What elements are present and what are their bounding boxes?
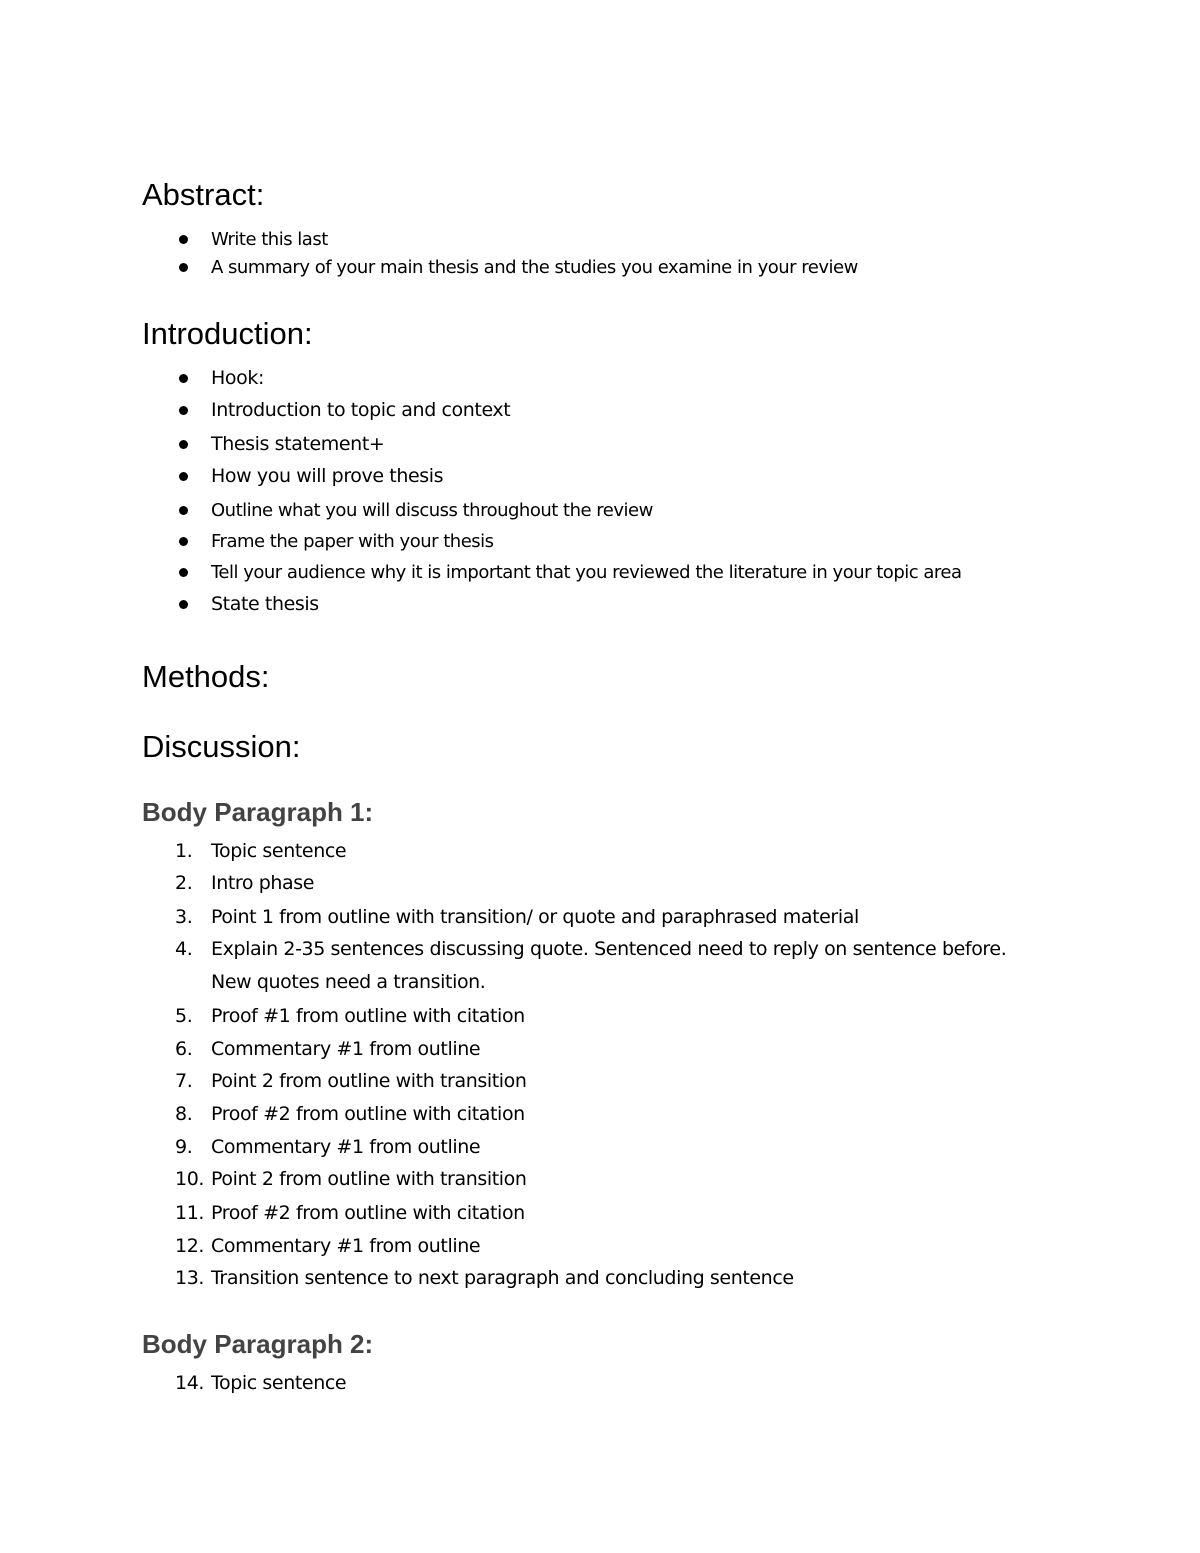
introduction-heading: Introduction: — [142, 316, 313, 351]
list-item — [175, 1002, 525, 1030]
list-item-text: Tell your audience why it is important that you reviewed the literature in your topic area — [211, 561, 962, 583]
list-item-text: Proof #2 from outline with citation — [211, 1202, 525, 1224]
bullet-icon — [179, 374, 188, 383]
list-item — [175, 935, 1006, 963]
list-item-text: Intro phase — [211, 872, 315, 894]
list-number: 10. — [175, 1168, 205, 1190]
list-item — [175, 462, 443, 490]
list-item — [175, 496, 653, 524]
list-item-text: Commentary #1 from outline — [211, 1038, 481, 1060]
list-item — [175, 430, 384, 458]
list-number: 2. — [175, 872, 193, 894]
list-item — [175, 225, 328, 253]
list-item-text: Point 2 from outline with transition — [211, 1070, 527, 1092]
list-number: 4. — [175, 938, 193, 960]
bullet-icon — [179, 235, 188, 244]
list-item — [175, 1264, 794, 1292]
list-number: 11. — [175, 1202, 205, 1224]
list-item-text: Hook: — [211, 367, 264, 389]
methods-heading: Methods: — [142, 659, 270, 694]
list-item-text: Outline what you will discuss throughout the review — [211, 499, 653, 521]
list-number: 9. — [175, 1136, 193, 1158]
list-number: 5. — [175, 1005, 193, 1027]
bullet-icon — [179, 506, 188, 515]
list-item — [175, 396, 510, 424]
list-item — [175, 253, 858, 281]
bullet-icon — [179, 440, 188, 449]
list-number: 8. — [175, 1103, 193, 1125]
list-item-text: Commentary #1 from outline — [211, 1235, 481, 1257]
list-item — [175, 869, 314, 897]
list-item-text: A summary of your main thesis and the studies you examine in your review — [211, 256, 858, 278]
list-number: 13. — [175, 1267, 205, 1289]
list-item-text: Explain 2-35 sentences discussing quote. Sentenced need to reply on sentence before. — [211, 938, 1007, 960]
discussion-heading: Discussion: — [142, 729, 301, 764]
list-item-text: How you will prove thesis — [211, 465, 444, 487]
list-item — [175, 1100, 525, 1128]
list-item — [175, 1035, 480, 1063]
list-item-text: New quotes need a transition. — [211, 971, 486, 993]
list-number: 12. — [175, 1235, 205, 1257]
list-item-text: Proof #1 from outline with citation — [211, 1005, 525, 1027]
list-item — [175, 1165, 527, 1193]
body-paragraph-2-heading: Body Paragraph 2: — [142, 1329, 374, 1359]
list-item — [175, 1133, 480, 1161]
list-item-text: Proof #2 from outline with citation — [211, 1103, 525, 1125]
bullet-icon — [179, 472, 188, 481]
list-item — [175, 1199, 525, 1227]
list-item — [175, 837, 346, 865]
list-number: 14. — [175, 1372, 205, 1394]
list-item-text: Point 2 from outline with transition — [211, 1168, 527, 1190]
list-item-continuation — [211, 968, 485, 996]
list-item — [175, 558, 962, 586]
list-number: 1. — [175, 840, 193, 862]
list-item — [175, 527, 494, 555]
list-item-text: Topic sentence — [211, 1372, 347, 1394]
list-item-text: State thesis — [211, 593, 319, 615]
list-item-text: Introduction to topic and context — [211, 399, 511, 421]
list-number: 7. — [175, 1070, 193, 1092]
list-item-text: Transition sentence to next paragraph and concluding sentence — [211, 1267, 794, 1289]
list-item — [175, 903, 859, 931]
list-item-text: Topic sentence — [211, 840, 347, 862]
list-item-text: Commentary #1 from outline — [211, 1136, 481, 1158]
list-item — [175, 590, 319, 618]
abstract-heading: Abstract: — [142, 177, 265, 212]
bullet-icon — [179, 406, 188, 415]
body-paragraph-1-heading: Body Paragraph 1: — [142, 797, 374, 827]
bullet-icon — [179, 568, 188, 577]
list-number: 3. — [175, 906, 193, 928]
bullet-icon — [179, 600, 188, 609]
bullet-icon — [179, 537, 188, 546]
list-item — [175, 1232, 480, 1260]
list-item-text: Point 1 from outline with transition/ or quote and paraphrased material — [211, 906, 859, 928]
list-item — [175, 1369, 346, 1397]
list-item-text: Thesis statement+ — [211, 433, 385, 455]
list-item-text: Frame the paper with your thesis — [211, 530, 494, 552]
list-item — [175, 1067, 527, 1095]
list-item — [175, 364, 264, 392]
bullet-icon — [179, 263, 188, 272]
list-number: 6. — [175, 1038, 193, 1060]
list-item-text: Write this last — [211, 228, 328, 250]
